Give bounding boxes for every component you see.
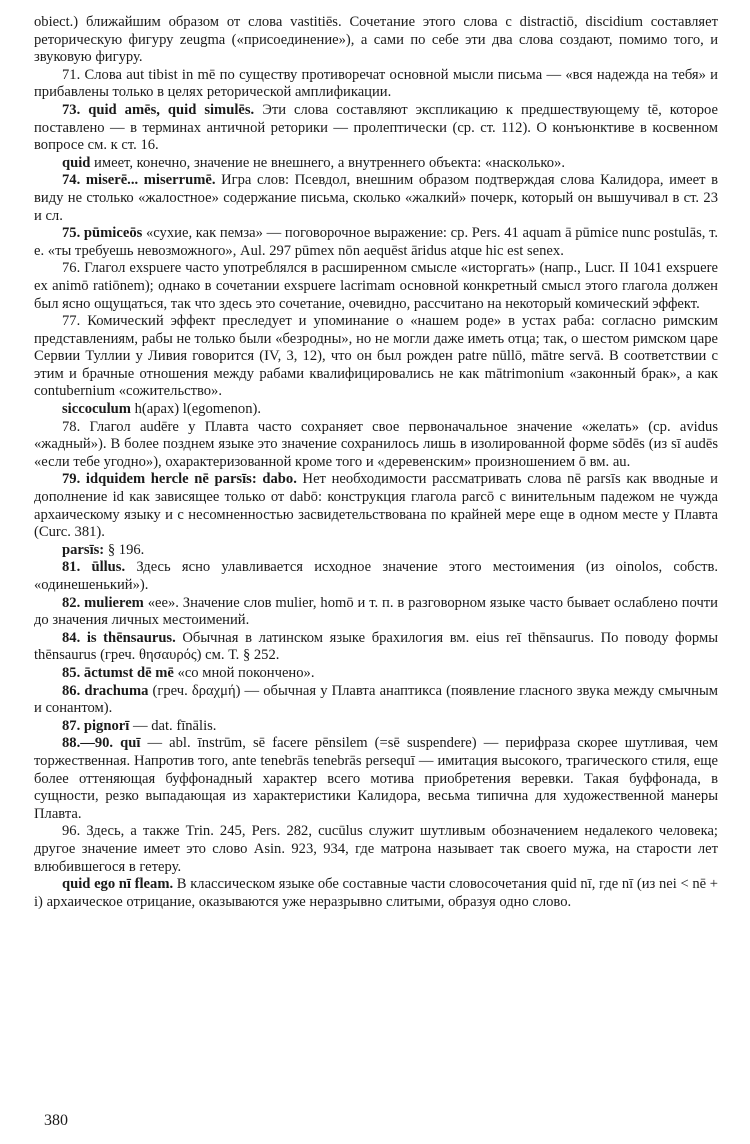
paragraph	[34, 102, 718, 155]
paragraph-text: — dat. fīnālis.	[129, 717, 217, 734]
paragraph	[34, 260, 718, 313]
lemma: 75. pūmiceōs	[62, 225, 143, 242]
paragraph	[34, 595, 718, 630]
paragraph	[34, 14, 718, 67]
paragraph	[34, 665, 718, 683]
lemma: 74. miserē... miserrumē.	[62, 172, 216, 189]
lemma: 82. mulierem	[62, 594, 144, 611]
paragraph-text: Нет необходимости рассматривать слова nē parsīs как вводные и дополнение id как зависящее только от dabō: конструкция глагола parcō с винительным падежом не чужда архаическому языку и с несомненностью засвидетельствована по крайней мере еще в одном месте у Плавта (Curc. 381).	[34, 471, 718, 541]
page-number: 380	[44, 1112, 68, 1129]
paragraph-text: 76. Глагол exspuere часто употреблялся в расширенном смысле «исторгать» (напр., Lucr. II 1041 exspuere ex animō ratiōnem); однако в сочетании exspuere lacrimam основной конкретный смысл этого глагола должен был ясно ощущаться, так что здесь это сочетание, очевидно, рассчитано на некоторый комический эффект.	[34, 260, 718, 312]
paragraph	[34, 735, 718, 823]
paragraph	[34, 155, 718, 173]
paragraph-text: 96. Здесь, а также Trin. 245, Pers. 282, cucūlus служит шутливым обозначением недалекого человека; другое значение имеет это слово Asin. 923, 934, где матрона называет так своего мужа, на старости лет влюбившегося в гетеру.	[34, 823, 718, 875]
paragraph	[34, 225, 718, 260]
paragraph	[34, 876, 718, 911]
paragraph-text: h(apax) l(egomenon).	[130, 401, 261, 418]
paragraph	[34, 683, 718, 718]
paragraph-text: 78. Глагол audēre у Плавта часто сохраняет свое первоначальное значение «желать» (ср. avidus «жадный»). В более позднем языке это значение сохранилось лишь в изолированной форме sōdēs (из sī audēs «если тебе угодно»), охарактеризованной кроме того и «деревенским» произношением ō вм. au.	[34, 418, 718, 470]
lemma: quid ego nī fleam.	[62, 876, 174, 893]
paragraph-text: «ее». Значение слов mulier, homō и т. п. в разговорном языке часто бывает ослаблено почти до значения личных местоимений.	[34, 594, 718, 629]
paragraph-text: В классическом языке обе составные части словосочетания quid nī, где nī (из nei < nē + i) архаическое отрицание, оказываются уже неразрывно слитыми, образуя одно слово.	[34, 876, 718, 910]
paragraph-text: Обычная в латинском языке брахилогия вм. eius reī thēnsaurus. По поводу формы thēnsaurus (греч. θησαυρός) см. Т. § 252.	[34, 629, 719, 664]
commentary-text	[34, 14, 718, 911]
paragraph-text: (греч. δραχμή) — обычная у Плавта анаптикса (появление гласного звука между смычным и сонантом).	[34, 682, 718, 717]
lemma: 88.—90. quī	[62, 735, 141, 752]
paragraph-text: 71. Слова aut tibist in mē по существу противоречат основной мысли письма — «вся надежда на тебя» и прибавлены только в целях реторической амплификации.	[34, 66, 718, 101]
paragraph	[34, 172, 718, 225]
paragraph	[34, 718, 718, 736]
lemma: 79. idquidem hercle nē parsīs: dabo.	[62, 471, 297, 488]
paragraph	[34, 401, 718, 419]
lemma: 81. ūllus.	[62, 559, 126, 576]
lemma: 87. pignorī	[62, 717, 130, 734]
paragraph-text: 77. Комический эффект преследует и упоминание о «нашем роде» в устах раба: согласно римским представлениям, рабы не только были «безродны», но не могли даже иметь отца; так, о шестом римском царе Сервии Туллии у Ливия говорится (IV, 3, 12), что он был рожден patre nūllō, mātre servā. В соответствии с этим и брачные отношения между рабами квалифицировались не как mātrimonium «законный брак», а как contubernium «сожительство».	[34, 313, 718, 400]
lemma: 73. quid amēs, quid simulēs.	[62, 101, 255, 118]
paragraph-text: — abl. īnstrūm, sē facere pēnsilem (=sē suspendere) — перифраза скорее шутливая, чем торжественная. Напротив того, ante tenebrās tenebrās persequī — имитация высокого, трагического стиля, еще более оттеняющая буффонадный характер всего мотива приобретения веревки. Такая буффонада, в сущности, резко выпадающая из характеристики Калидора, весьма типична для художественной манеры Плавта.	[34, 735, 719, 822]
paragraph-text: Игра слов: Псевдол, внешним образом подтверждая слова Калидора, имеет в виду не столько «жалостное» содержание письма, сколько «жалкий» почерк, который он вышучивал в ст. 23 и сл.	[34, 172, 718, 224]
lemma: quid	[62, 154, 91, 171]
paragraph-text: § 196.	[104, 541, 145, 558]
paragraph-text: Эти слова составляют экспликацию к предшествующему tē, которое поставлено — в терминах античной реторики — пролептически (ср. ст. 112). О конъюнктиве в косвенном вопросе см. к ст. 16.	[34, 101, 718, 154]
paragraph	[34, 419, 718, 472]
lemma: 84. is thēnsaurus.	[62, 629, 176, 646]
paragraph-text: «со мной покончено».	[173, 664, 315, 681]
paragraph-text: «сухие, как пемза» — поговорочное выражение: ср. Pers. 41 aquam ā pūmice nunc postulās, т. е. «ты требуешь невозможного», Aul. 297 pūmex nōn aequēst āridus atque hic est senex.	[34, 225, 718, 259]
paragraph	[34, 559, 718, 594]
paragraph-text: имеет, конечно, значение не внешнего, а внутреннего объекта: «насколько».	[90, 154, 566, 171]
paragraph-text: Здесь ясно улавливается исходное значение этого местоимения (из oinolos, собств. «одинешенький»).	[34, 559, 718, 593]
paragraph	[34, 823, 718, 876]
lemma: 86. drachuma	[62, 682, 149, 699]
paragraph	[34, 67, 718, 102]
paragraph	[34, 630, 718, 665]
paragraph	[34, 313, 718, 401]
lemma: siccoculum	[62, 401, 131, 418]
paragraph-text: obiect.) ближайшим образом от слова vastitiēs. Сочетание этого слова с distractiō, discidium составляет реторическую фигуру zeugma («присоединение»), а сами по себе эти два слова создают, помимо того, и звуковую фигуру.	[34, 14, 718, 66]
paragraph	[34, 471, 718, 541]
lemma: parsīs:	[62, 541, 105, 558]
paragraph	[34, 542, 718, 560]
lemma: 85. āctumst dē mē	[62, 664, 174, 681]
